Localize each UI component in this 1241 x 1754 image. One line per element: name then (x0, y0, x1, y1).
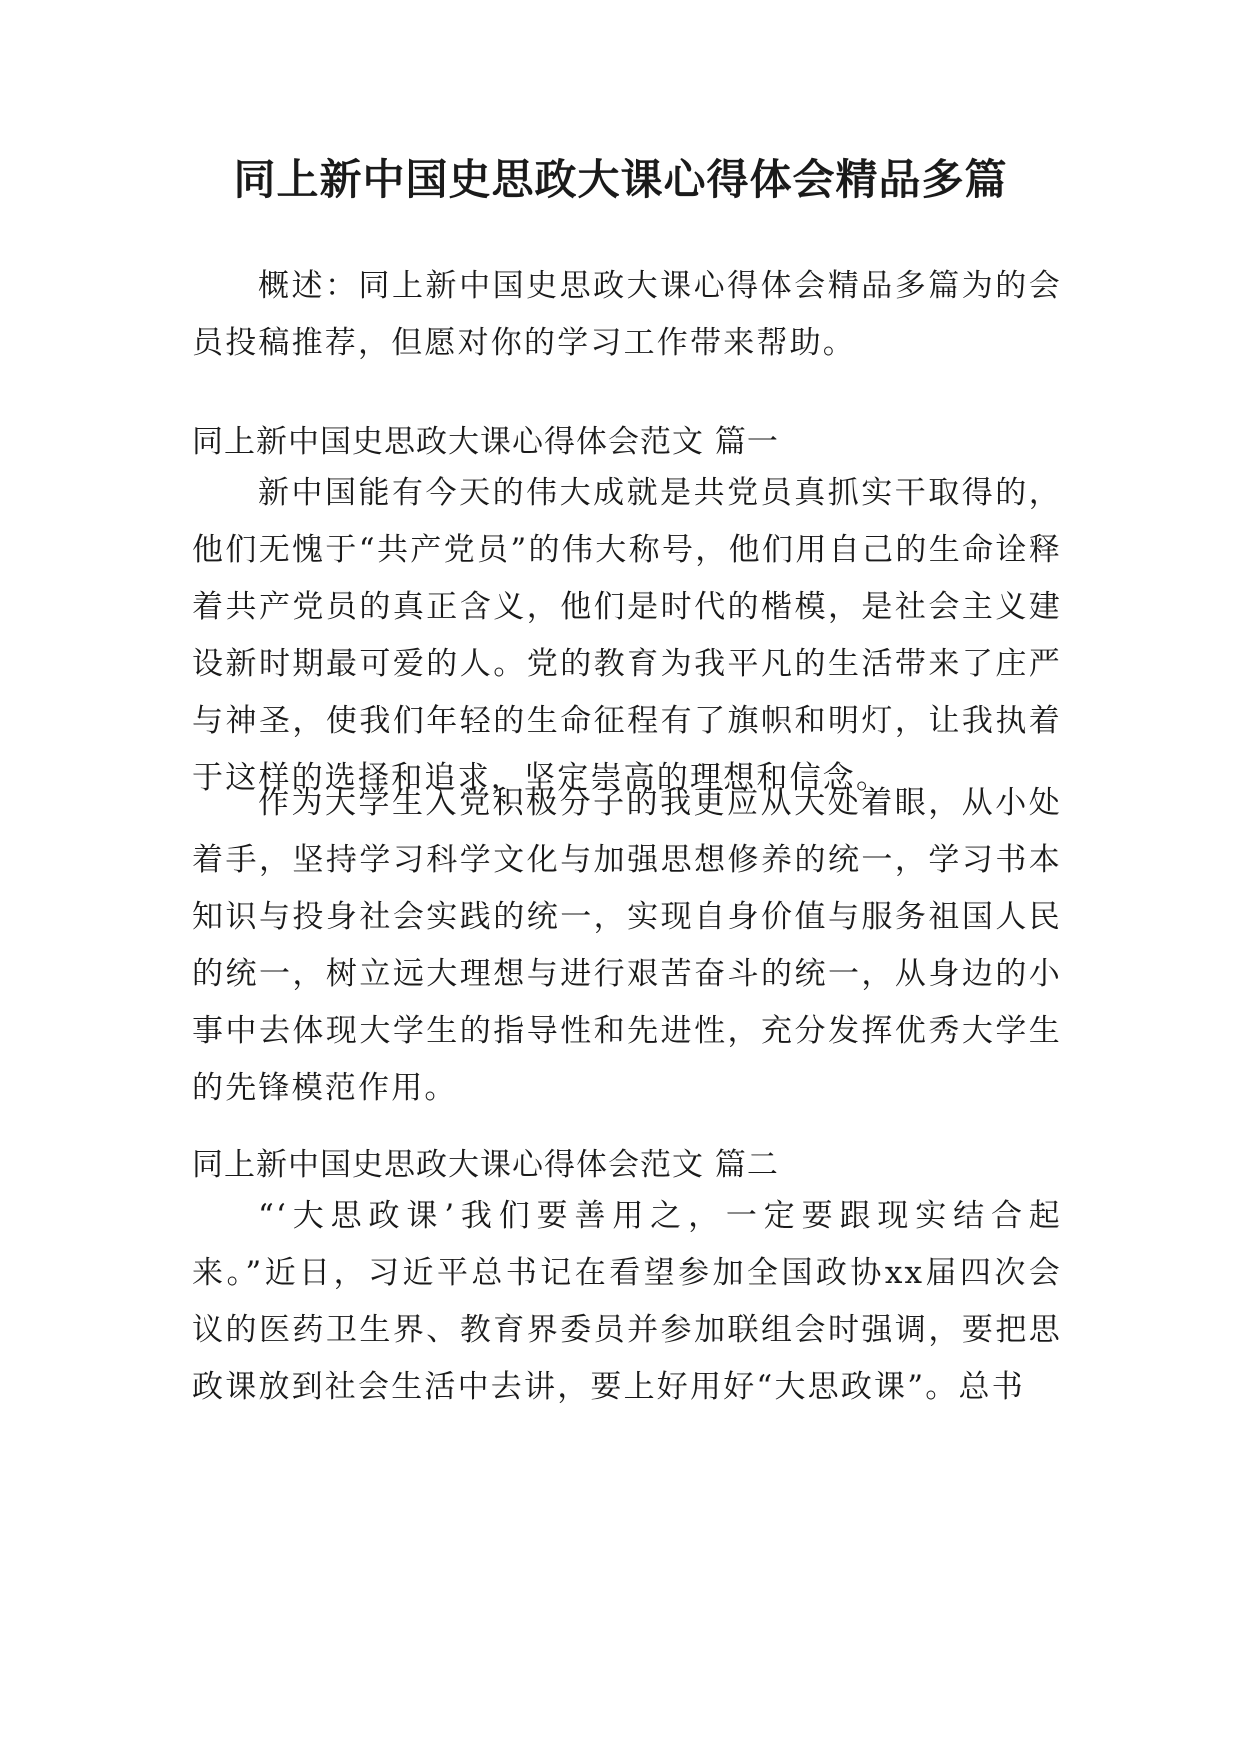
section-heading-2: 同上新中国史思政大课心得体会范文 篇二 (192, 1147, 779, 1183)
summary-paragraph: 概述：同上新中国史思政大课心得体会精品多篇为的会员投稿推荐，但愿对你的学习工作带来帮助。 (192, 268, 1062, 361)
section-1-paragraph-1: 新中国能有今天的伟大成就是共党员真抓实干取得的，他们无愧于“共产党员”的伟大称号，他们用自己的生命诠释着共产党员的真正含义，他们是时代的楷模，是社会主义建设新时期最可爱的人。党的教育为我平凡的生活带来了庄严与神圣，使我们年轻的生命征程有了旗帜和明灯，让我执着于这样的选择和追求，坚定崇高的理想和信念。 (192, 475, 1062, 796)
section-heading-1: 同上新中国史思政大课心得体会范文 篇一 (192, 424, 779, 460)
section-1-paragraph-2: 作为大学生入党积极分子的我更应从大处着眼，从小处着手，坚持学习科学文化与加强思想修养的统一，学习书本知识与投身社会实践的统一，实现自身价值与服务祖国人民的统一，树立远大理想与进行艰苦奋斗的统一，从身边的小事中去体现大学生的指导性和先进性，充分发挥优秀大学生的先锋模范作用。 (192, 785, 1062, 1106)
document-title: 同上新中国史思政大课心得体会精品多篇 (233, 155, 1008, 204)
section-2-paragraph-1: “‘大思政课’我们要善用之，一定要跟现实结合起来。”近日，习近平总书记在看望参加全国政协xx届四次会议的医药卫生界、教育界委员并参加联组会时强调，要把思政课放到社会生活中去讲，要上好用好“大思政课”。总书 (192, 1198, 1062, 1405)
